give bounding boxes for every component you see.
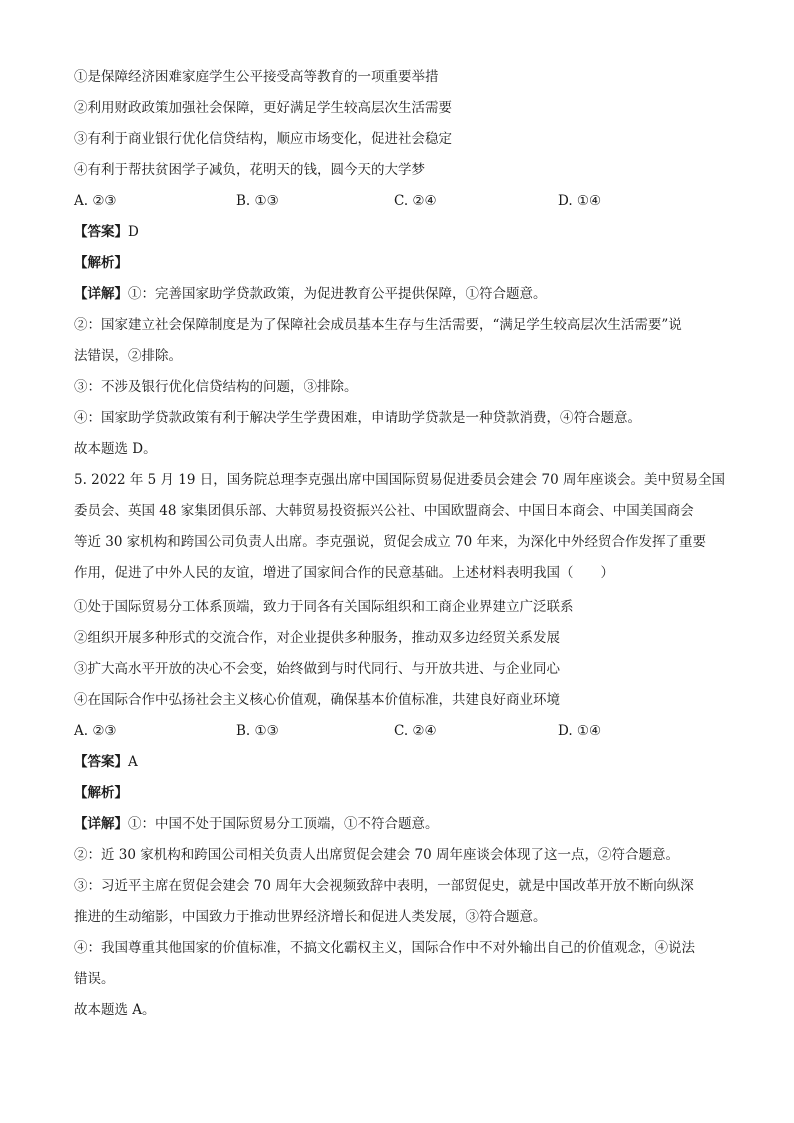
q4-detail-1 [74, 284, 547, 304]
q4-option-c: C. ②④ [394, 193, 437, 209]
q4-answer-value: D [128, 224, 139, 240]
q4-option-a: A. ②③ [74, 193, 117, 209]
q4-detail-1-text: ①：完善国家助学贷款政策，为促进教育公平提供保障，①符合题意。 [128, 286, 547, 302]
q4-detail-4: ④：国家助学贷款政策有利于解决学生学费困难，申请助学贷款是一种贷款消费，④符合题意。 [74, 410, 641, 426]
q4-detail-2b: 法错误，②排除。 [74, 348, 182, 364]
q5-option-b: B. ①③ [236, 723, 279, 739]
q4-statement-4: ④有利于帮扶贫困学子减负，花明天的钱，圆今天的大学梦 [74, 162, 425, 178]
q5-statement-4: ④在国际合作中弘扬社会主义核心价值观，确保基本价值标准，共建良好商业环境 [74, 692, 560, 708]
q5-detail-3a: ③：习近平主席在贸促会建会 70 周年大会视频致辞中表明，一部贸促史，就是中国改革开放不断向纵深 [74, 878, 694, 894]
q5-statement-2: ②组织开展多种形式的交流合作，对企业提供多种服务，推动双多边经贸关系发展 [74, 630, 560, 646]
q4-analysis-label: 【解析】 [74, 255, 128, 271]
q5-statement-1: ①处于国际贸易分工体系顶端，致力于同各有关国际组织和工商企业界建立广泛联系 [74, 599, 574, 615]
q4-option-b: B. ①③ [236, 193, 279, 209]
q4-option-d: D. ①④ [558, 193, 602, 209]
q4-statement-2: ②利用财政政策加强社会保障，更好满足学生较高层次生活需要 [74, 100, 452, 116]
q5-option-c: C. ②④ [394, 723, 437, 739]
q5-analysis-label: 【解析】 [74, 785, 128, 801]
q5-detail-2: ②：近 30 家机构和跨国公司相关负责人出席贸促会建会 70 周年座谈会体现了这一点，②符合题意。 [74, 847, 680, 863]
q4-detail-label: 【详解】 [74, 286, 128, 302]
q5-detail-label: 【详解】 [74, 816, 128, 832]
q5-answer-value: A [128, 754, 138, 770]
q4-options [74, 191, 674, 211]
q4-answer-label: 【答案】 [74, 224, 128, 240]
q5-detail-1-text: ①：中国不处于国际贸易分工顶端，①不符合题意。 [128, 816, 439, 832]
q5-options [74, 721, 674, 741]
q4-answer [74, 222, 139, 242]
q5-option-d: D. ①④ [558, 723, 602, 739]
q5-statement-3: ③扩大高水平开放的决心不会变，始终做到与时代同行、与开放共进、与企业同心 [74, 661, 560, 677]
q5-detail-4b: 错误。 [74, 971, 115, 987]
q5-answer [74, 752, 138, 772]
q4-detail-2a: ②：国家建立社会保障制度是为了保障社会成员基本生存与生活需要，“满足学生较高层次生活需要”说 [74, 317, 682, 333]
q5-conclusion: 故本题选 A。 [74, 1002, 156, 1018]
q5-stem-3: 等近 30 家机构和跨国公司负责人出席。李克强说，贸促会成立 70 年来，为深化中外经贸合作发挥了重要 [74, 534, 707, 550]
q4-statement-1: ①是保障经济困难家庭学生公平接受高等教育的一项重要举措 [74, 69, 439, 85]
q4-conclusion: 故本题选 D。 [74, 441, 157, 457]
q5-answer-label: 【答案】 [74, 754, 128, 770]
q5-stem-2: 委员会、英国 48 家集团俱乐部、大韩贸易投资振兴公社、中国欧盟商会、中国日本商会、中国美国商会 [74, 503, 694, 519]
q4-statement-3: ③有利于商业银行优化信贷结构，顺应市场变化，促进社会稳定 [74, 131, 452, 147]
q5-detail-3b: 推进的生动缩影，中国致力于推动世界经济增长和促进人类发展，③符合题意。 [74, 909, 547, 925]
q5-detail-1 [74, 814, 439, 834]
q4-detail-3: ③：不涉及银行优化信贷结构的问题，③排除。 [74, 379, 358, 395]
q5-stem-1: 5. 2022 年 5 月 19 日，国务院总理李克强出席中国国际贸易促进委员会建会 70 周年座谈会。美中贸易全国 [74, 472, 726, 488]
q5-stem-4: 作用，促进了中外人民的友谊，增进了国家间合作的民意基础。上述材料表明我国（ ） [74, 565, 614, 581]
q5-detail-4a: ④：我国尊重其他国家的价值标准，不搞文化霸权主义，国际合作中不对外输出自己的价值观念，④说法 [74, 940, 695, 956]
q5-option-a: A. ②③ [74, 723, 117, 739]
